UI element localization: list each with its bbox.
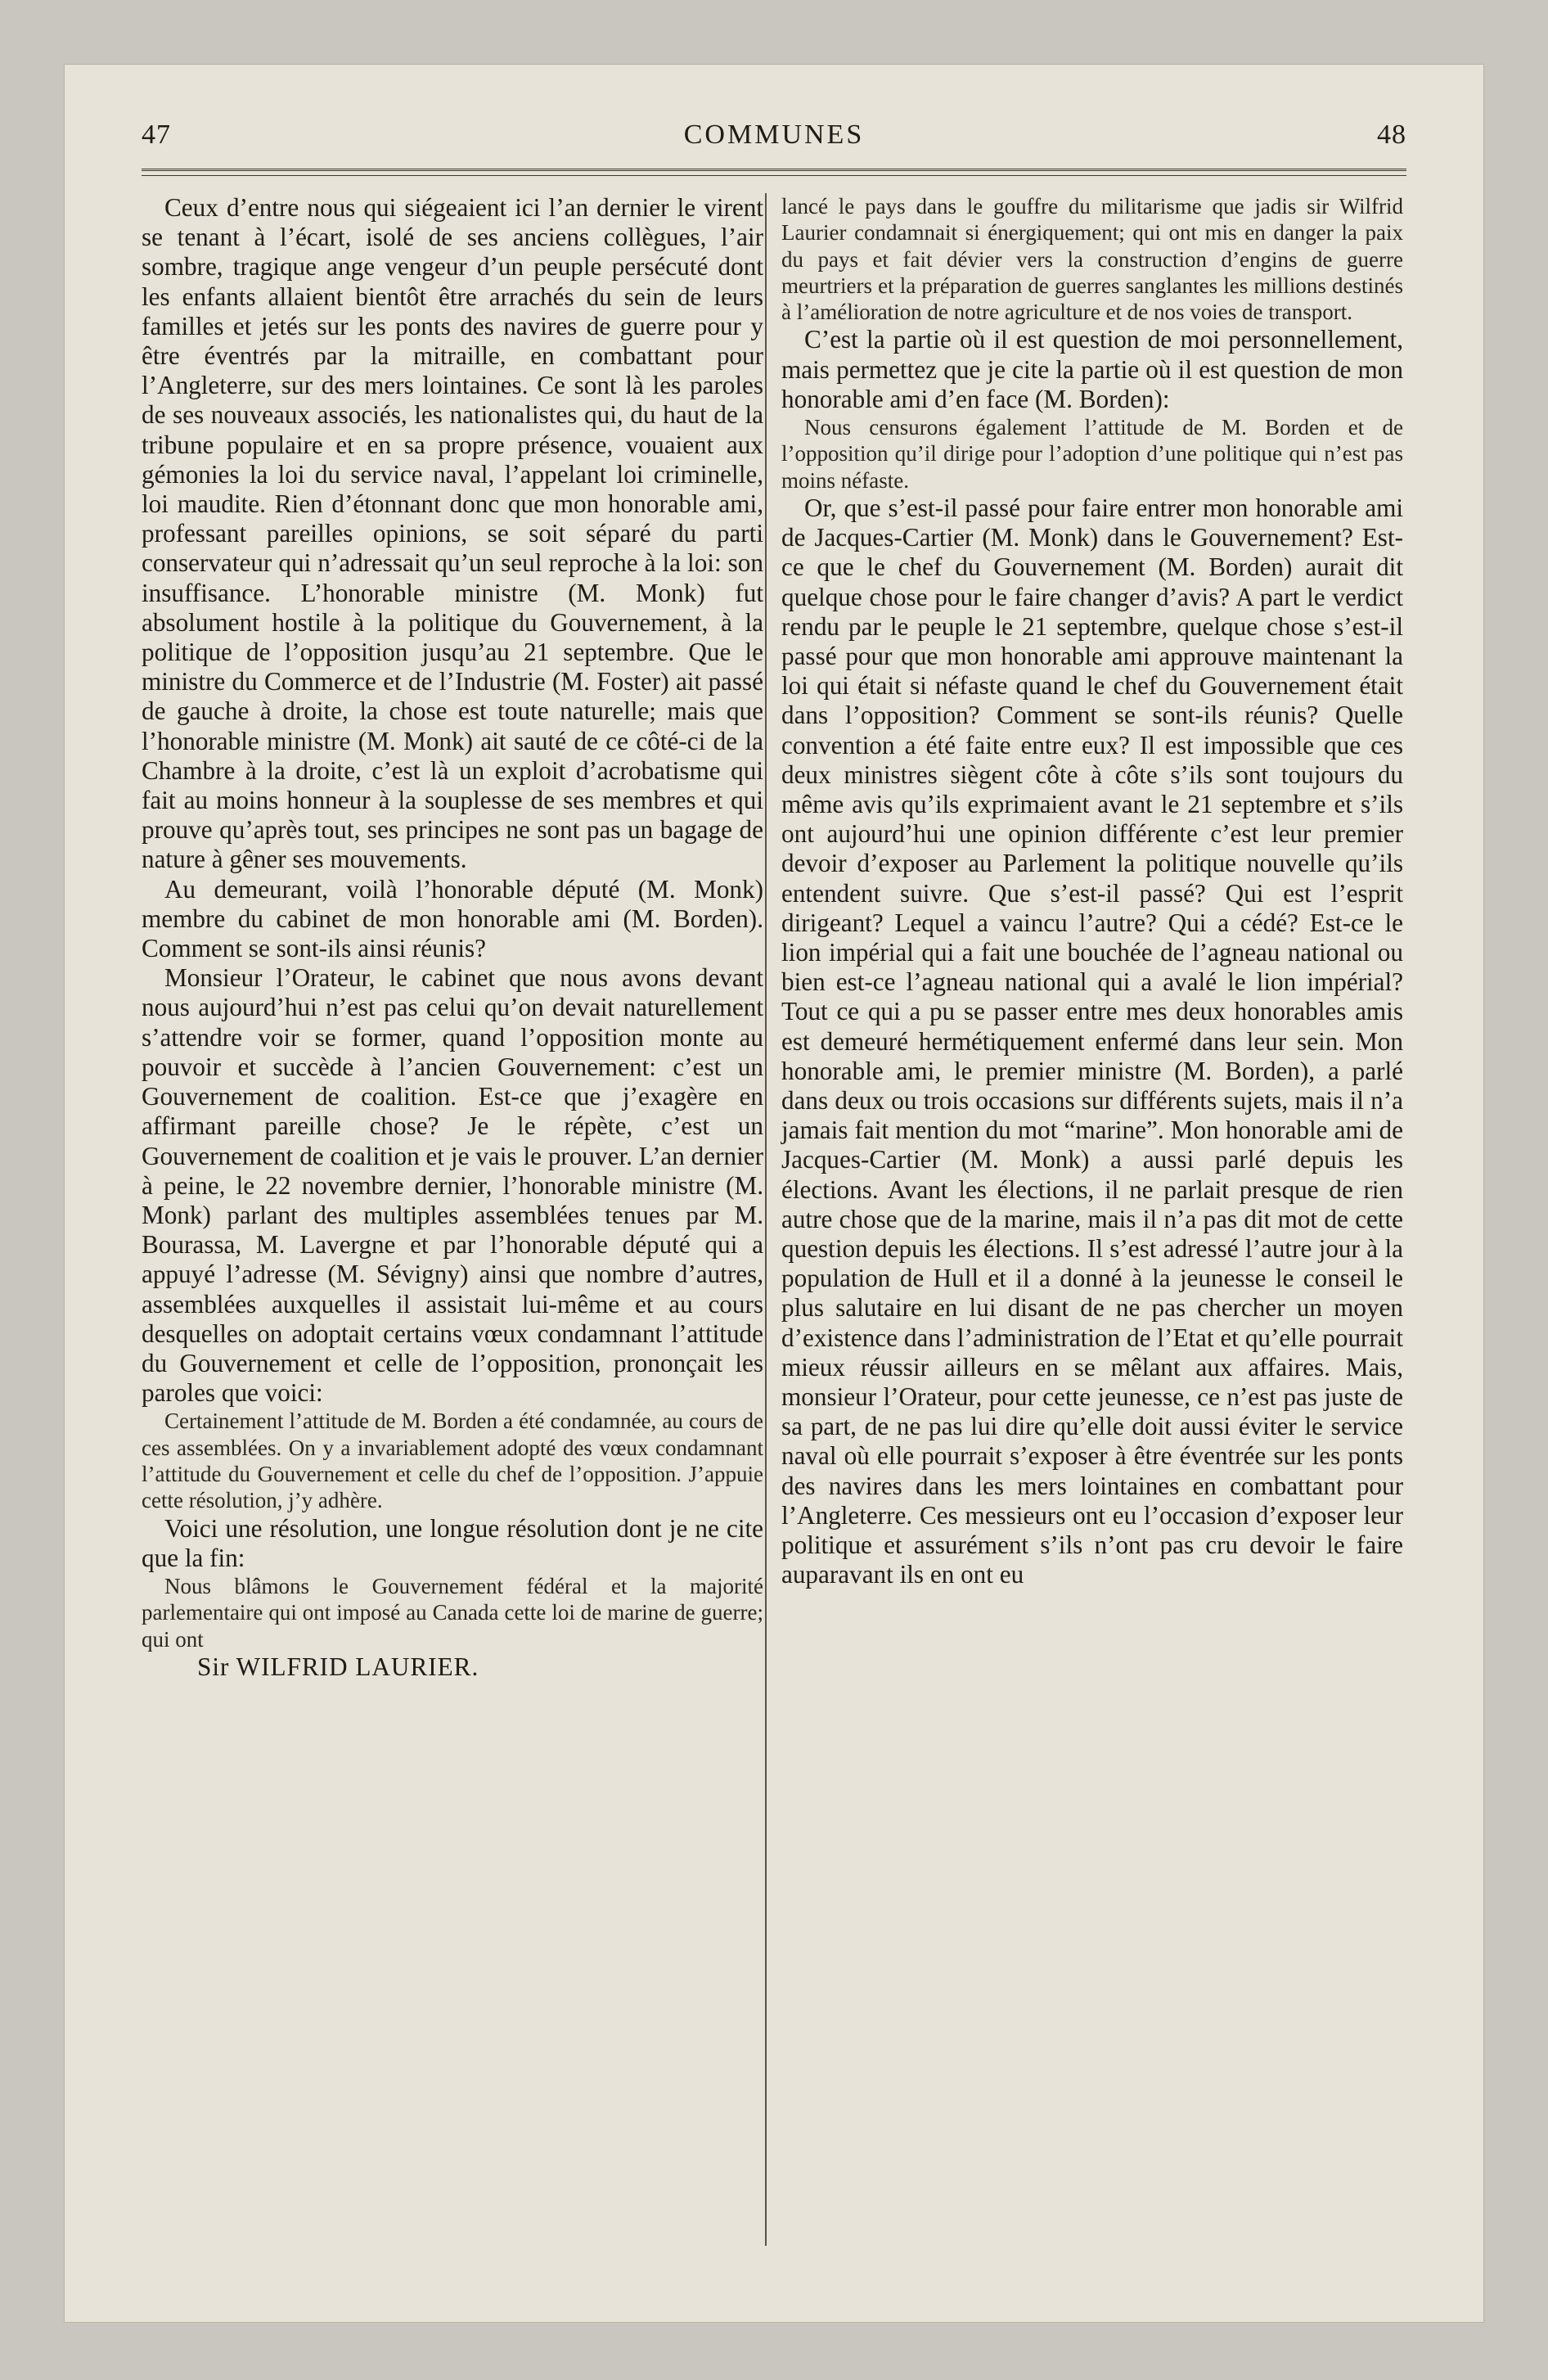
header-rule (142, 169, 1406, 174)
left-column (142, 193, 763, 1682)
left-paragraph-4: Voici une résolution, une longue résolution dont je ne cite que la fin: (142, 1513, 763, 1572)
left-paragraph-1: Ceux d’entre nous qui siégeaient ici l’an dernier le virent se tenant à l’écart, isolé de ses anciens collègues, l’air sombre, tragique ange vengeur d’un peuple persécuté dont les enfants allaient bientôt être arrachés du sein de leurs familles et jetés sur les ponts des navires de guerre pour y être éventrés par la mitraille, en combattant pour l’Angleterre, sur des mers lointaines. Ce sont là les paroles de ses nouveaux associés, les nationalistes qui, du haut de la tribune populaire et en sa propre présence, vouaient aux gémonies la loi du service naval, l’appelant loi criminelle, loi maudite. Rien d’étonnant donc que mon honorable ami, professant pareilles opinions, se soit séparé du parti conservateur qui n’adressait qu’un seul reproche à la loi: son insuffisance. L’honorable ministre (M. Monk) fut absolument hostile à la politique du Gouvernement, à la politique de l’opposition jusqu’au 21 septembre. Que le ministre du Commerce et de l’Industrie (M. Foster) ait passé de gauche à droite, la chose est toute naturelle; mais que l’honorable ministre (M. Monk) ait sauté de ce côté-ci de la Chambre à la droite, c’est là un exploit d’acrobatisme qui fait au moins honneur à la souplesse de ses membres et qui prouve qu’après tout, ses principes ne sont pas un bagage de nature à gêner ses mouvements. (142, 193, 763, 874)
right-column (781, 193, 1403, 1590)
right-quote-2: Nous censurons également l’attitude de M. Borden et de l’opposition qu’il dirige pour l’adoption d’une politique qui n’est pas moins néfaste. (781, 415, 1403, 493)
right-paragraph-2: Or, que s’est-il passé pour faire entrer mon honorable ami de Jacques-Cartier (M. Monk) dans le Gouvernement? Est-ce que le chef du Gouvernement (M. Borden) aurait dit quelque chose pour le faire changer d’avis? A part le verdict rendu par le peuple le 21 septembre, quelque chose s’est-il passé pour que mon honorable ami approuve maintenant la loi qui était si néfaste quand le chef du Gouvernement était dans l’opposition? Comment se sont-ils réunis? Quelle convention a été faite entre eux? Il est impossible que ces deux ministres siègent côte à côte s’ils sont toujours du même avis qu’ils exprimaient avant le 21 septembre et s’ils ont aujourd’hui une opinion différente c’est leur premier devoir d’exposer au Parlement la politique nouvelle qu’ils entendent suivre. Que s’est-il passé? Qui est l’esprit dirigeant? Lequel a vaincu l’autre? Qui a cédé? Est-ce le lion impérial qui a fait une bouchée de l’agneau national ou bien est-ce l’agneau national qui a avalé le lion impérial? Tout ce qui a pu se passer entre mes deux honorables amis est demeuré hermétiquement enfermé dans leur sein. Mon honorable ami, le premier ministre (M. Borden), a parlé dans deux ou trois occasions sur différents sujets, mais il n’a jamais fait mention du mot “marine”. Mon honorable ami de Jacques-Cartier (M. Monk) a aussi parlé depuis les élections. Avant les élections, il ne parlait presque de rien autre chose que de la marine, mais il n’a pas dit mot de cette question depuis les élections. Il s’est adressé l’autre jour à la population de Hull et il a donné à la jeunesse le conseil le plus salutaire en lui disant de ne pas chercher un moyen d’existence dans l’administration de l’Etat et qu’elle pourrait mieux réussir ailleurs en se mêlant aux affaires. Mais, monsieur l’Orateur, pour cette jeunesse, ce n’est pas juste de sa part, de ne pas lui dire qu’elle doit aussi éviter le service naval où elle pourrait s’exposer à être éventrée sur les ponts des navires dans les mers lointaines en combattant pour l’Angleterre. Ces messieurs ont eu l’occasion d’exposer leur politique et assurément s’ils n’ont pas cru devoir le faire auparavant ils en ont eu (781, 493, 1403, 1589)
left-quote-1: Certainement l’attitude de M. Borden a été condamnée, au cours de ces assemblées. On y a invariablement adopté des vœux condamnant l’attitude du Gouvernement et celle du chef de l’opposition. J’appuie cette résolution, j’y adhère. (142, 1409, 763, 1513)
header-rule-thin (142, 175, 1406, 176)
page-number-right: 48 (1376, 119, 1406, 150)
left-paragraph-3: Monsieur l’Orateur, le cabinet que nous avons devant nous aujourd’hui n’est pas celui qu’on devait naturellement s’attendre voir se former, quand l’opposition monte au pouvoir et succède à l’ancien Gouvernement: c’est un Gouvernement de coalition. Est-ce que j’exagère en affirmant pareille chose? Je le répète, c’est un Gouvernement de coalition et je vais le prouver. L’an dernier à peine, le 22 novembre dernier, l’honorable ministre (M. Monk) parlant des multiples assemblées tenues par M. Bourassa, M. Lavergne et par l’honorable député qui a appuyé l’adresse (M. Sévigny) ainsi que nombre d’autres, assemblées auxquelles il assistait lui-même et au cours desquelles on adoptait certains vœux condamnant l’attitude du Gouvernement et celle de l’opposition, prononçait les paroles que voici: (142, 963, 763, 1408)
document-page (64, 64, 1484, 2323)
running-title: COMMUNES (683, 119, 865, 150)
signature: Sir WILFRID LAURIER. (197, 1652, 479, 1681)
left-paragraph-2: Au demeurant, voilà l’honorable député (M. Monk) membre du cabinet de mon honorable ami (M. Borden). Comment se sont-ils ainsi réunis? (142, 874, 763, 963)
page-header (142, 106, 1406, 164)
right-paragraph-1: C’est la partie où il est question de moi personnellement, mais permettez que je cite la partie où il est question de mon honorable ami d’en face (M. Borden): (781, 325, 1403, 413)
right-quote-1: lancé le pays dans le gouffre du militarisme que jadis sir Wilfrid Laurier condamnait si énergiquement; qui ont mis en danger la paix du pays et fait dévier vers la construction d’engins de guerre meurtriers et la préparation de guerres sanglantes les millions destinés à l’amélioration de notre agriculture et de nos voies de transport. (781, 194, 1403, 325)
page-number-left: 47 (142, 119, 171, 150)
column-divider (765, 193, 767, 2246)
left-quote-2: Nous blâmons le Gouvernement fédéral et la majorité parlementaire qui ont imposé au Canada cette loi de marine de guerre; qui ont (142, 1573, 763, 1652)
